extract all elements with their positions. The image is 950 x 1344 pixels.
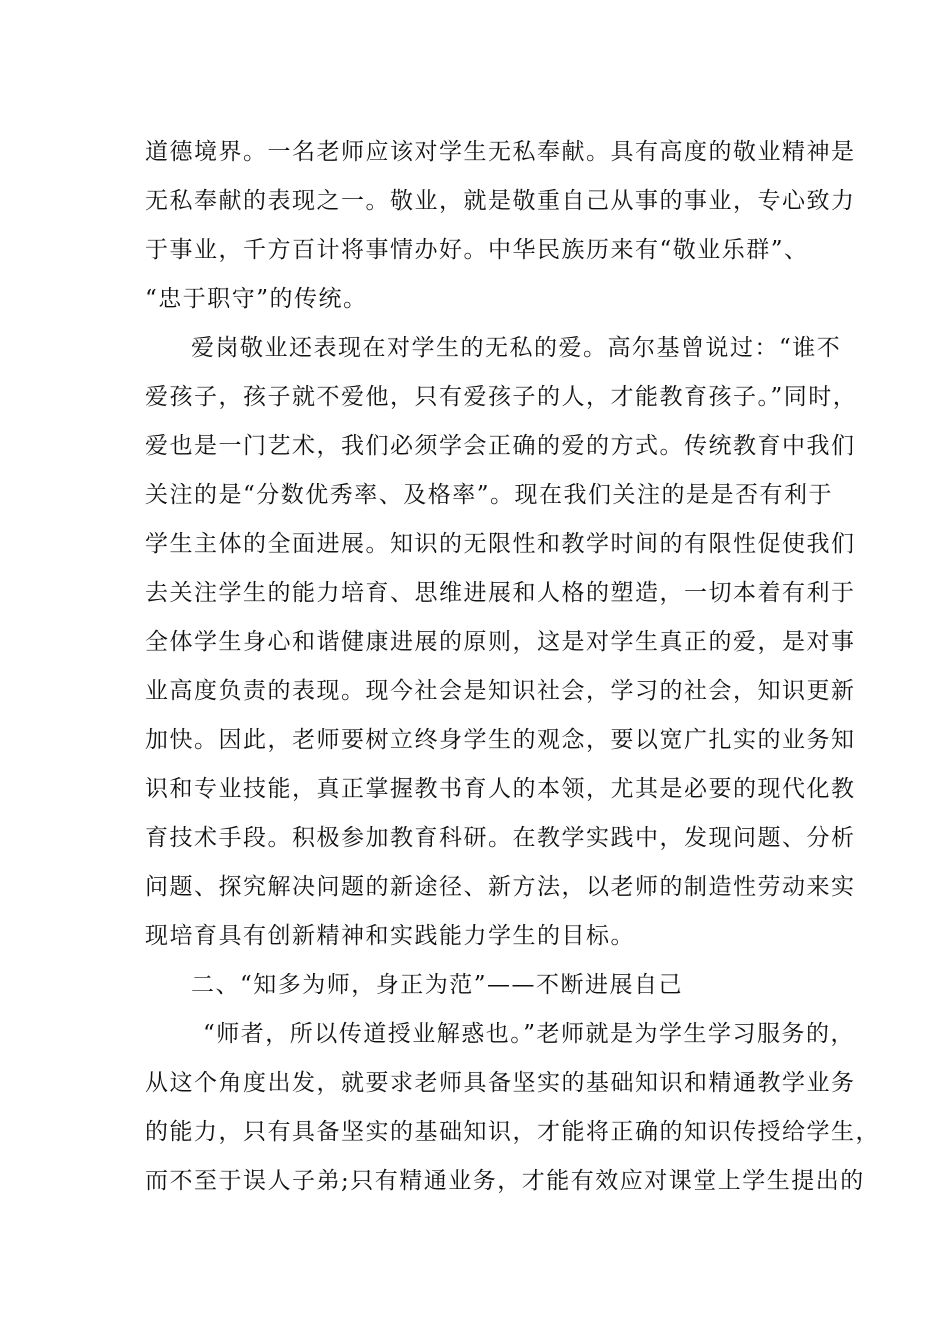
text-line: 全体学生身心和谐健康进展的原则，这是对学生真正的爱，是对事 [145, 629, 856, 655]
text-line: 的能力，只有具备坚实的基础知识，才能将正确的知识传授给学生， [145, 1119, 880, 1145]
text-line: 加快。因此，老师要树立终身学生的观念，要以宽广扎实的业务知 [145, 727, 856, 753]
paragraph-first-line: “师者，所以传道授业解惑也。”老师就是为学生学习服务的， [203, 1021, 856, 1047]
text-line: 现培育具有创新精神和实践能力学生的目标。 [145, 923, 635, 949]
text-line: “忠于职守”的传统。 [145, 286, 368, 312]
text-line: 去关注学生的能力培育、思维进展和人格的塑造，一切本着有利于 [145, 580, 856, 606]
text-line: 学生主体的全面进展。知识的无限性和教学时间的有限性促使我们 [145, 531, 856, 557]
text-line: 识和专业技能，真正掌握教书育人的本领，尤其是必要的现代化教 [145, 776, 856, 802]
text-line: 无私奉献的表现之一。敬业，就是敬重自己从事的事业，专心致力 [145, 188, 856, 214]
text-line: 爱孩子，孩子就不爱他，只有爱孩子的人，才能教育孩子。”同时， [145, 384, 858, 410]
section-heading: 二、“知多为师，身正为范”——不断进展自己 [191, 972, 684, 998]
text-line: 爱也是一门艺术，我们必须学会正确的爱的方式。传统教育中我们 [145, 433, 856, 459]
text-line: 业高度负责的表现。现今社会是知识社会，学习的社会，知识更新 [145, 678, 856, 704]
text-line: 于事业，千方百计将事情办好。中华民族历来有“敬业乐群”、 [145, 237, 809, 263]
text-line: 从这个角度出发，就要求老师具备坚实的基础知识和精通教学业务 [145, 1070, 856, 1096]
text-line: 道德境界。一名老师应该对学生无私奉献。具有高度的敬业精神是 [145, 139, 856, 165]
text-line: 育技术手段。积极参加教育科研。在教学实践中，发现问题、分析 [145, 825, 856, 851]
paragraph-first-line: 爱岗敬业还表现在对学生的无私的爱。高尔基曾说过：“谁不 [191, 335, 842, 361]
body-text [145, 128, 880, 1206]
text-line: 而不至于误人子弟;只有精通业务，才能有效应对课堂上学生提出的 [145, 1168, 865, 1194]
text-line: 关注的是“分数优秀率、及格率”。现在我们关注的是是否有利于 [145, 482, 834, 508]
text-line: 问题、探究解决问题的新途径、新方法，以老师的制造性劳动来实 [145, 874, 856, 900]
